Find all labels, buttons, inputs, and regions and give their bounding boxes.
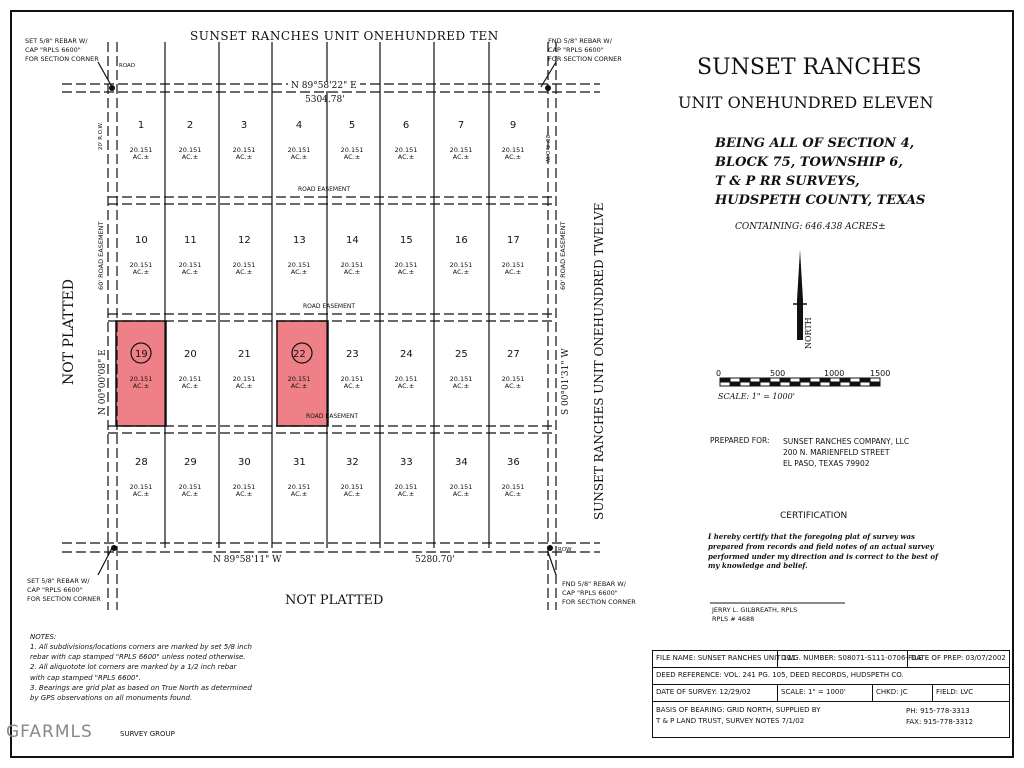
corner-monument-ne bbox=[545, 85, 551, 91]
notes-block: NOTES: 1. All subdivisions/locations corners are marked by set 5/8 inch rebar with cap stamped "RPLS 6600" unless noted otherwise. 2. All aliquotote lot corners are marked by a 1/2 inch rebar with cap stamped "RPLS 6600". 3. Bearings are grid plat as based on True North as determined by GPS observations on all monuments found. bbox=[30, 633, 252, 702]
lot-acreage: 20.151 AC.± bbox=[232, 483, 256, 499]
corner-note-sw: SET 5/8" REBAR W/ CAP "RPLS 6600" FOR SECTION CORNER bbox=[27, 577, 101, 603]
lot-acreage: 20.151 AC.± bbox=[287, 375, 311, 391]
south-adjacent-label: NOT PLATTED bbox=[285, 593, 384, 608]
lot-number-1: 1 bbox=[137, 120, 145, 131]
mls-watermark: GFARMLS bbox=[6, 722, 93, 742]
lot-number-7: 7 bbox=[457, 120, 465, 131]
info-table bbox=[652, 650, 1010, 738]
lot-acreage: 20.151 AC.± bbox=[340, 375, 364, 391]
east-adjacent-label: SUNSET RANCHES UNIT ONEHUNDRED TWELVE bbox=[592, 202, 606, 520]
lot-number-6: 6 bbox=[402, 120, 410, 131]
road-easement-east: 60' ROAD EASEMENT bbox=[559, 221, 567, 290]
scale-text: SCALE: 1" = 1000' bbox=[718, 392, 795, 401]
lot-number-13: 13 bbox=[293, 235, 306, 246]
lot-acreage: 20.151 AC.± bbox=[178, 375, 202, 391]
lot-acreage: 20.151 AC.± bbox=[394, 375, 418, 391]
lot-number-36: 36 bbox=[507, 457, 520, 468]
date-survey-cell: DATE OF SURVEY: 12/29/02 bbox=[656, 688, 751, 696]
lot-acreage: 20.151 AC.± bbox=[129, 375, 153, 391]
lot-number-3: 3 bbox=[240, 120, 248, 131]
scale-cell: SCALE: 1" = 1000' bbox=[777, 685, 872, 701]
lot-acreage: 20.151 AC.± bbox=[178, 261, 202, 277]
date-prep-cell: DATE OF PREP: 03/07/2002 bbox=[907, 651, 1011, 667]
lot-number-16: 16 bbox=[455, 235, 468, 246]
lot-number-32: 32 bbox=[346, 457, 359, 468]
west-adjacent-label: NOT PLATTED bbox=[61, 279, 77, 385]
scale-tick-1500: 1500 bbox=[870, 369, 891, 378]
info-row-4 bbox=[653, 702, 1009, 739]
south-bearing: N 89°58'11" W bbox=[213, 555, 282, 565]
south-distance: 5280.70' bbox=[415, 555, 455, 565]
lot-number-5: 5 bbox=[348, 120, 356, 131]
lot-number-19: 19 bbox=[135, 349, 148, 360]
plat-description: BEING ALL OF SECTION 4, BLOCK 75, TOWNSHIP 6, T & P RR SURVEYS, HUDSPETH COUNTY, TEXAS bbox=[715, 136, 926, 208]
road-easement-2: ROAD EASEMENT bbox=[303, 303, 356, 310]
scale-bar bbox=[720, 378, 880, 386]
lot-acreage: 20.151 AC.± bbox=[501, 375, 525, 391]
corner-monuments bbox=[109, 85, 553, 551]
scale-tick-0: 0 bbox=[716, 369, 722, 378]
row-label-east: 20' R.O.W. bbox=[544, 135, 550, 164]
lot-number-4: 4 bbox=[295, 120, 303, 131]
lot-acreage: 20.151 AC.± bbox=[287, 261, 311, 277]
lot-number-34: 34 bbox=[455, 457, 468, 468]
basis-bearing-cell: BASIS OF BEARING: GRID NORTH, SUPPLIED BY T & P LAND TRUST, SURVEY NOTES 7/1/02 bbox=[656, 706, 821, 725]
certification-title: CERTIFICATION bbox=[780, 511, 848, 521]
containing-acres: CONTAINING: 646.438 ACRES± bbox=[735, 222, 886, 232]
lot-number-25: 25 bbox=[455, 349, 468, 360]
lot-number-20: 20 bbox=[184, 349, 197, 360]
certification-text: I hereby certify that the foregoing plat of survey was prepared from records and field notes of an actual survey performed under my direction and is correct to the best of my knowledge and belief. bbox=[708, 532, 939, 571]
lot-acreage: 20.151 AC.± bbox=[449, 483, 473, 499]
info-row-1 bbox=[653, 651, 1009, 668]
lot-acreage: 20.151 AC.± bbox=[501, 261, 525, 277]
lot-acreage: 20.151 AC.± bbox=[287, 483, 311, 499]
info-row-2 bbox=[653, 668, 1009, 685]
corner-monument-sw bbox=[111, 545, 117, 551]
surveyor-rpls: RPLS # 4688 bbox=[712, 615, 755, 623]
lot-acreage: 20.151 AC.± bbox=[501, 146, 525, 162]
chkd-cell: CHKD: JC bbox=[872, 685, 932, 701]
dwg-number-cell: DWG. NUMBER: S08071-S111-0706-FILE bbox=[777, 651, 907, 667]
east-bearing: S 00°01'31" W bbox=[561, 348, 571, 415]
lot-acreage: 20.151 AC.± bbox=[501, 483, 525, 499]
corner-monument-nw bbox=[109, 85, 115, 91]
lot-number-33: 33 bbox=[400, 457, 413, 468]
plat-title: SUNSET RANCHES bbox=[697, 55, 922, 80]
lot-acreage: 20.151 AC.± bbox=[394, 261, 418, 277]
road-label: ROAD bbox=[119, 63, 136, 69]
lot-acreage: 20.151 AC.± bbox=[394, 146, 418, 162]
lot-number-9: 9 bbox=[509, 120, 517, 131]
lot-number-12: 12 bbox=[238, 235, 251, 246]
survey-group-label: SURVEY GROUP bbox=[120, 730, 175, 738]
lot-number-21: 21 bbox=[238, 349, 251, 360]
file-name-cell: FILE NAME: SUNSET RANCHES UNIT 111 bbox=[656, 654, 797, 662]
lot-number-11: 11 bbox=[184, 235, 197, 246]
north-label: NORTH bbox=[804, 317, 813, 349]
lot-acreage: 20.151 AC.± bbox=[232, 261, 256, 277]
lot-acreage: 20.151 AC.± bbox=[178, 483, 202, 499]
lot-number-29: 29 bbox=[184, 457, 197, 468]
surveyor-name: JERRY L. GILBREATH, RPLS bbox=[712, 606, 798, 614]
scale-tick-1000: 1000 bbox=[824, 369, 845, 378]
lot-acreage: 20.151 AC.± bbox=[340, 261, 364, 277]
west-bearing: N 00°00'08" E bbox=[98, 349, 108, 415]
lot-acreage: 20.151 AC.± bbox=[232, 146, 256, 162]
lot-number-22: 22 bbox=[293, 349, 306, 360]
north-distance: 5304.78' bbox=[305, 95, 345, 105]
lot-number-31: 31 bbox=[293, 457, 306, 468]
phone-fax: PH: 915-778-3313 FAX: 915-778-3312 bbox=[906, 707, 974, 726]
plat-subtitle: UNIT ONEHUNDRED ELEVEN bbox=[678, 93, 934, 112]
north-adjacent-label: SUNSET RANCHES UNIT ONEHUNDRED TEN bbox=[190, 29, 499, 43]
lot-acreage: 20.151 AC.± bbox=[394, 483, 418, 499]
lot-acreage: 20.151 AC.± bbox=[129, 261, 153, 277]
lot-number-2: 2 bbox=[186, 120, 194, 131]
lot-acreage: 20.151 AC.± bbox=[178, 146, 202, 162]
lot-19-highlight bbox=[116, 321, 166, 426]
lot-acreage: 20.151 AC.± bbox=[340, 483, 364, 499]
lot-number-24: 24 bbox=[400, 349, 413, 360]
row-label: ROW bbox=[558, 547, 572, 553]
north-bearing: N 89°58'22" E bbox=[288, 82, 360, 91]
corner-note-ne: FND 5/8" REBAR W/ CAP "RPLS 6600" FOR SECTION CORNER bbox=[548, 37, 622, 63]
lot-22-highlight bbox=[277, 321, 328, 426]
road-easement-3: ROAD EASEMENT bbox=[306, 413, 359, 420]
prepared-for-address: SUNSET RANCHES COMPANY, LLC 200 N. MARIENFELD STREET EL PASO, TEXAS 79902 bbox=[783, 437, 910, 468]
lot-acreage: 20.151 AC.± bbox=[129, 146, 153, 162]
lot-number-27: 27 bbox=[507, 349, 520, 360]
lot-number-17: 17 bbox=[507, 235, 520, 246]
highlight-lots bbox=[116, 321, 328, 426]
lot-acreage: 20.151 AC.± bbox=[340, 146, 364, 162]
lot-number-15: 15 bbox=[400, 235, 413, 246]
info-row-3 bbox=[653, 685, 1009, 702]
field-cell: FIELD: LVC bbox=[932, 685, 1011, 701]
lot-number-23: 23 bbox=[346, 349, 359, 360]
corner-note-nw: SET 5/8" REBAR W/ CAP "RPLS 6600" FOR SECTION CORNER bbox=[25, 37, 99, 63]
lot-acreage: 20.151 AC.± bbox=[232, 375, 256, 391]
corner-note-se: FND 5/8" REBAR W/ CAP "RPLS 6600" FOR SECTION CORNER bbox=[562, 580, 636, 606]
lot-acreage: 20.151 AC.± bbox=[449, 375, 473, 391]
prepared-for-label: PREPARED FOR: bbox=[710, 436, 770, 445]
lot-number-14: 14 bbox=[346, 235, 359, 246]
lot-number-28: 28 bbox=[135, 457, 148, 468]
road-easement-west: 60' ROAD EASEMENT bbox=[97, 221, 105, 290]
lot-number-30: 30 bbox=[238, 457, 251, 468]
deed-reference-cell: DEED REFERENCE: VOL. 241 PG. 105, DEED RECORDS, HUDSPETH CO. bbox=[656, 671, 904, 679]
lot-number-10: 10 bbox=[135, 235, 148, 246]
row-label-west: 20' R.O.W. bbox=[98, 121, 104, 150]
corner-monument-se bbox=[547, 545, 553, 551]
lot-acreage: 20.151 AC.± bbox=[449, 146, 473, 162]
scale-tick-500: 500 bbox=[770, 369, 786, 378]
road-easement-1: ROAD EASEMENT bbox=[298, 186, 351, 193]
lot-acreage: 20.151 AC.± bbox=[287, 146, 311, 162]
lot-acreage: 20.151 AC.± bbox=[449, 261, 473, 277]
lot-acreage: 20.151 AC.± bbox=[129, 483, 153, 499]
